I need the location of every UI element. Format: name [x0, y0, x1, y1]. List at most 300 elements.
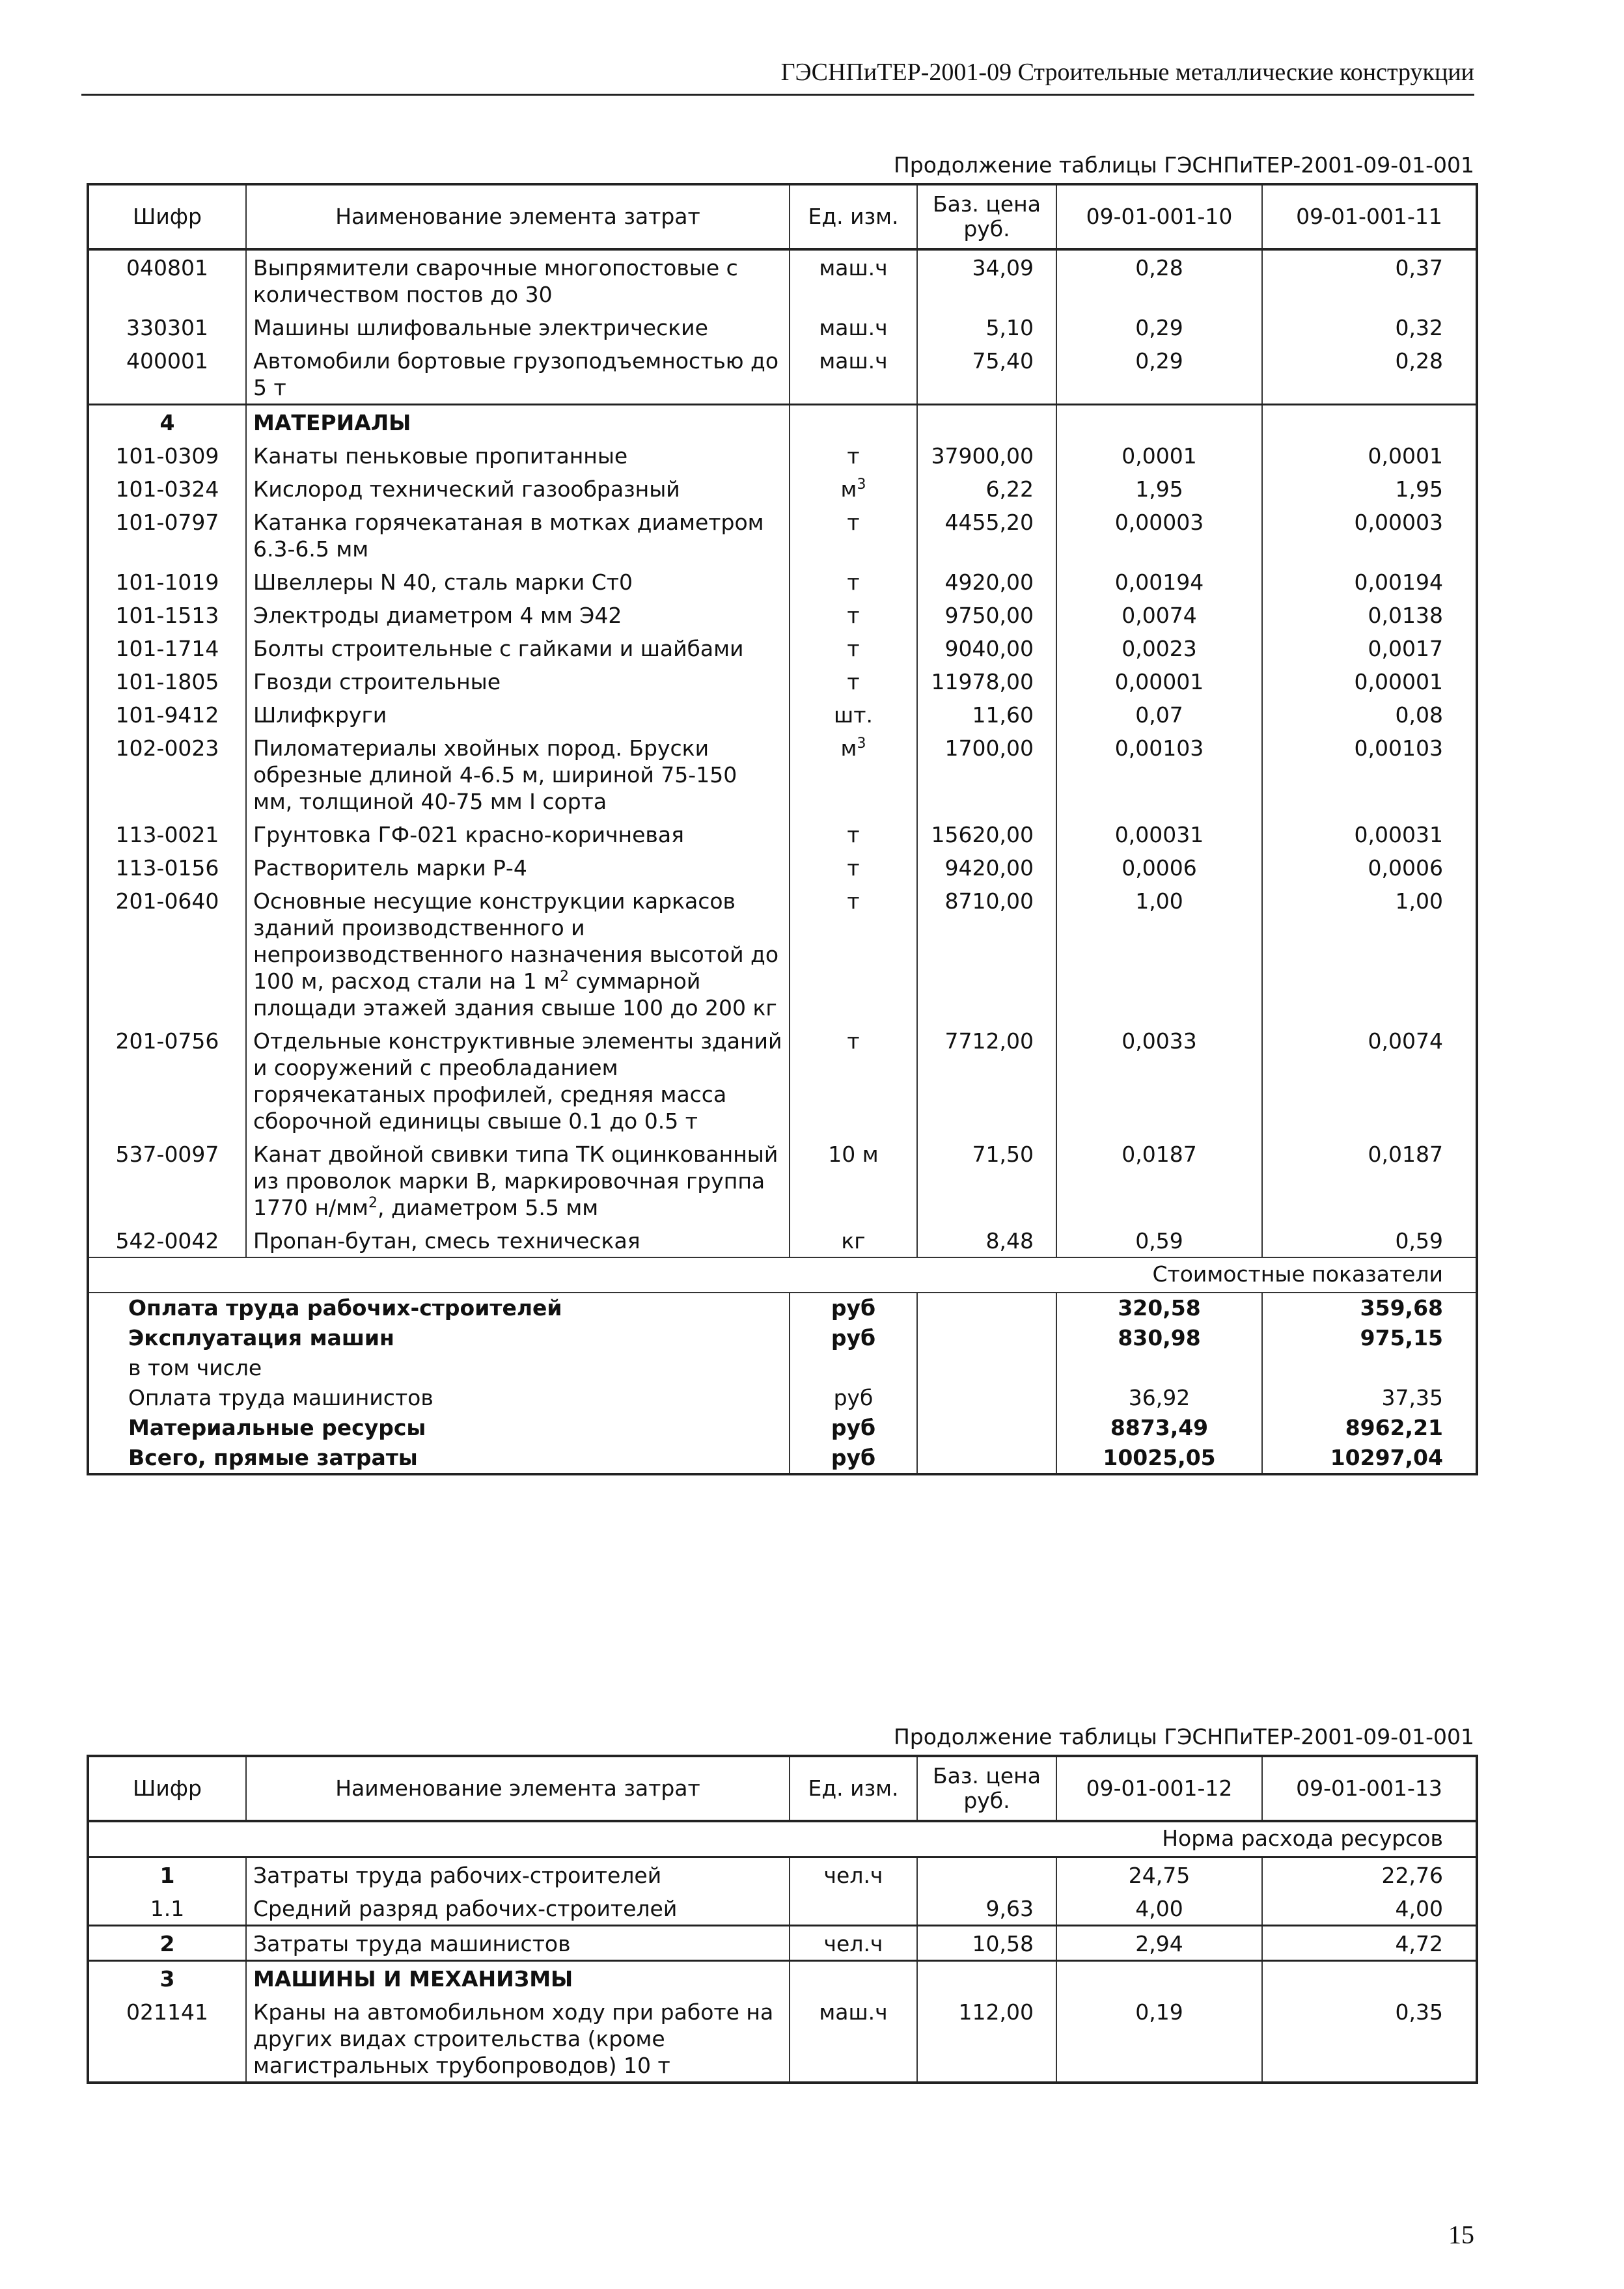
- document-title: ГЭСНПиТЕР-2001-09 Строительные металлические конструкции: [780, 59, 1474, 86]
- cell-name-text: МАШИНЫ И МЕХАНИЗМЫ: [253, 1966, 573, 1992]
- cell-unit-text: т: [847, 510, 860, 535]
- cell-price: [917, 565, 1056, 598]
- table-row: [88, 249, 1477, 310]
- cell-value-b: [1262, 598, 1477, 631]
- cost-value-b: [1262, 1413, 1477, 1443]
- cost-label: Материальные ресурсы: [88, 1413, 790, 1443]
- cell-value-a: [1056, 505, 1262, 565]
- resource-table-2: [87, 1755, 1478, 2084]
- cell-price-text: 4920,00: [944, 569, 1034, 595]
- cost-unit: [790, 1413, 917, 1443]
- cell-price: [917, 439, 1056, 472]
- cell-price: 34,09: [917, 249, 1056, 310]
- cell-code: [88, 817, 246, 851]
- cell-price: 5,10: [917, 310, 1056, 344]
- cell-code: [88, 439, 246, 472]
- cell-value-b: [1262, 565, 1477, 598]
- table2-caption: Продолжение таблицы ГЭСНПиТЕР-2001-09-01-001: [893, 1724, 1474, 1749]
- cost-empty: [917, 1293, 1056, 1323]
- table-row: [88, 472, 1477, 505]
- cell-price-text: 6,22: [985, 476, 1034, 502]
- cost-band-row: [88, 1257, 1477, 1293]
- col-code-header: Шифр: [88, 184, 246, 249]
- cost-unit: [790, 1293, 917, 1323]
- cell-value-b-text: 0,00003: [1354, 510, 1443, 535]
- cell-unit-text: т: [847, 603, 860, 628]
- cost-label: Эксплуатация машин: [88, 1323, 790, 1353]
- cell-price-text: 11978,00: [931, 669, 1034, 694]
- cell-name: [246, 1024, 790, 1137]
- cell-name-part: 2: [368, 1195, 378, 1211]
- cell-price: [917, 631, 1056, 665]
- page-header: [81, 51, 1474, 96]
- col-name-header: Наименование элемента затрат: [246, 184, 790, 249]
- cell-value-a-text: 0,0006: [1122, 855, 1197, 881]
- cell-value-b: [1262, 1024, 1477, 1137]
- cell-name-text: Затраты труда машинистов: [253, 1931, 571, 1956]
- cell-value-a: [1056, 631, 1262, 665]
- cell-price: [917, 1857, 1056, 1892]
- cost-label: Оплата труда рабочих-строителей: [88, 1293, 790, 1323]
- cost-empty: [917, 1323, 1056, 1353]
- cell-value-a-text: 0,00001: [1114, 669, 1204, 694]
- cost-empty: [917, 1443, 1056, 1474]
- cell-value-a: [1056, 731, 1262, 817]
- cell-unit-text: т: [847, 1028, 860, 1054]
- table2-rows: [88, 1857, 1477, 2083]
- table-row: [88, 505, 1477, 565]
- cell-code-text: 101-1805: [115, 669, 219, 694]
- cost-rows: [88, 1293, 1477, 1474]
- cell-value-a: [1056, 1137, 1262, 1224]
- table-row: [88, 1024, 1477, 1137]
- cell-code-text: 113-0156: [115, 855, 219, 881]
- cell-value-b: [1262, 698, 1477, 731]
- table-row: [88, 1224, 1477, 1257]
- cell-value-b-text: 0,00194: [1354, 569, 1443, 595]
- cell-price-text: 1700,00: [944, 735, 1034, 761]
- cell-value-b: [1262, 731, 1477, 817]
- table-row: [88, 731, 1477, 817]
- cell-value-a: [1056, 565, 1262, 598]
- section-number: 4: [88, 405, 246, 439]
- cost-value-a-text: 36,92: [1128, 1385, 1190, 1410]
- cell-name-text: Средний разряд рабочих-строителей: [253, 1896, 678, 1921]
- cell-price-text: 71,50: [972, 1142, 1034, 1167]
- page-number: 15: [1448, 2220, 1474, 2249]
- cell-price: [917, 884, 1056, 1024]
- cell-code: 400001: [88, 344, 246, 405]
- cell-price: [917, 505, 1056, 565]
- cell-value-a-text: 0,0074: [1122, 603, 1197, 628]
- cell-unit: [790, 851, 917, 884]
- cost-unit: [790, 1353, 917, 1383]
- cell-code-text: 101-1019: [115, 569, 219, 595]
- cell-unit: [790, 439, 917, 472]
- cell-value-b-text: 4,00: [1395, 1896, 1443, 1921]
- cost-value-b: [1262, 1323, 1477, 1353]
- cell-value-a: 0,28: [1056, 249, 1262, 310]
- cell-unit-superscript: 3: [857, 476, 866, 493]
- cell-unit-superscript: 3: [857, 735, 866, 752]
- cost-empty: [917, 1353, 1056, 1383]
- table-row: [88, 439, 1477, 472]
- cell-value-a: [1056, 1024, 1262, 1137]
- cell-price: [917, 851, 1056, 884]
- section-row-materials: [88, 405, 1477, 439]
- cell-name: [246, 631, 790, 665]
- cell-unit: [790, 631, 917, 665]
- cell-value-b: 0,28: [1262, 344, 1477, 405]
- cell-unit-text: кг: [841, 1228, 866, 1254]
- cost-unit: [790, 1323, 917, 1353]
- cell-value-b: [1262, 884, 1477, 1024]
- cell-unit: [790, 1995, 917, 2083]
- cost-empty: [917, 1383, 1056, 1413]
- cell-unit: маш.ч: [790, 249, 917, 310]
- cell-code: [88, 665, 246, 698]
- cell-unit-text: м: [840, 476, 857, 502]
- cell-value-b-text: 4,72: [1395, 1931, 1443, 1956]
- cost-value-b: [1262, 1443, 1477, 1474]
- cell-name: [246, 1995, 790, 2083]
- cost-value-a: [1056, 1323, 1262, 1353]
- cell-code-text: 201-0756: [115, 1028, 219, 1054]
- cell-unit: [790, 1024, 917, 1137]
- cell-value-b: [1262, 439, 1477, 472]
- cell-price: [917, 1024, 1056, 1137]
- cell-value-b-text: 0,35: [1395, 1999, 1443, 2025]
- cell-value-b: [1262, 817, 1477, 851]
- cell-code-text: 101-0324: [115, 476, 219, 502]
- cell-price: [917, 731, 1056, 817]
- cell-unit: [790, 472, 917, 505]
- cell-price: [917, 1926, 1056, 1961]
- cell-unit: маш.ч: [790, 310, 917, 344]
- cell-code-text: 021141: [126, 1999, 208, 2025]
- cost-value-b: [1262, 1293, 1477, 1323]
- cell-value-b: [1262, 851, 1477, 884]
- cell-value-a-text: 0,19: [1135, 1999, 1183, 2025]
- cost-row: [88, 1443, 1477, 1474]
- cell-code-text: 113-0021: [115, 822, 219, 847]
- cell-unit: [790, 698, 917, 731]
- cell-value-a-text: 4,00: [1135, 1896, 1183, 1921]
- cell-unit-text: чел.ч: [823, 1863, 883, 1888]
- cost-unit-text: руб: [831, 1325, 876, 1350]
- table-row: [88, 698, 1477, 731]
- table-row: [88, 1891, 1477, 1926]
- cost-row: [88, 1413, 1477, 1443]
- cell-code-text: 1: [159, 1863, 175, 1888]
- cost-value-a-text: 10025,05: [1103, 1445, 1216, 1470]
- cost-value-b: [1262, 1353, 1477, 1383]
- cell-name: Выпрямители сварочные многопостовые с количеством постов до 30: [246, 249, 790, 310]
- cell-code-text: 101-1513: [115, 603, 219, 628]
- cell-value-b: [1262, 1857, 1477, 1892]
- cell-name-part: 2: [559, 968, 569, 985]
- cell-name: [246, 1891, 790, 1926]
- cost-row: [88, 1323, 1477, 1353]
- cell-value-b: [1262, 1224, 1477, 1257]
- cell-value-b: [1262, 665, 1477, 698]
- cell-value-a: [1056, 884, 1262, 1024]
- cell-price: [917, 1224, 1056, 1257]
- cell-code-text: 201-0640: [115, 888, 219, 914]
- cost-label: Всего, прямые затраты: [88, 1443, 790, 1474]
- cell-unit: [790, 665, 917, 698]
- cell-name: [246, 472, 790, 505]
- cell-code-text: 542-0042: [115, 1228, 219, 1254]
- cell-unit-text: т: [847, 822, 860, 847]
- cell-name-text: Пиломатериалы хвойных пород. Бруски обрезные длиной 4-6.5 м, шириной 75-150 мм, толщиной 40-75 мм I сорта: [253, 735, 737, 814]
- cell-value-a: [1056, 665, 1262, 698]
- cell-value-a-text: 0,0033: [1122, 1028, 1197, 1054]
- cell-value-b-text: 0,00103: [1354, 735, 1443, 761]
- cell-name: [246, 1137, 790, 1224]
- cell-value-b: 0,32: [1262, 310, 1477, 344]
- cell-value-a-text: 1,00: [1135, 888, 1183, 914]
- cost-empty: [917, 1413, 1056, 1443]
- table-row: [88, 1137, 1477, 1224]
- cell-code-text: 101-1714: [115, 636, 219, 661]
- cell-code-text: 101-0309: [115, 443, 219, 469]
- cell-code-text: 537-0097: [115, 1142, 219, 1167]
- cell-value-a: [1056, 1224, 1262, 1257]
- cell-name: [246, 1926, 790, 1961]
- cell-value-b: [1262, 1137, 1477, 1224]
- cell-value-a: [1056, 598, 1262, 631]
- cell-value-b-text: 0,0074: [1368, 1028, 1443, 1054]
- cell-price: [917, 1891, 1056, 1926]
- cell-value-a-text: 24,75: [1128, 1863, 1190, 1888]
- cell-value-a: [1056, 1926, 1262, 1961]
- cell-value-b-text: 0,0001: [1368, 443, 1443, 469]
- cost-value-b: [1262, 1383, 1477, 1413]
- cell-name-text: Грунтовка ГФ-021 красно-коричневая: [253, 822, 684, 847]
- cell-value-b: 0,37: [1262, 249, 1477, 310]
- table-header-row: [88, 184, 1477, 249]
- col-b-header: 09-01-001-11: [1262, 184, 1477, 249]
- cell-code: [88, 884, 246, 1024]
- cell-name: [246, 598, 790, 631]
- col-unit-header: Ед. изм.: [790, 1756, 917, 1821]
- table-row: [88, 884, 1477, 1024]
- cell-name: [246, 1224, 790, 1257]
- cell-code-text: 102-0023: [115, 735, 219, 761]
- cell-unit-text: т: [847, 888, 860, 914]
- cell-price: [917, 665, 1056, 698]
- cell-price-text: 112,00: [958, 1999, 1034, 2025]
- cell-price: [917, 1137, 1056, 1224]
- col-code-header: Шифр: [88, 1756, 246, 1821]
- cell-code: [88, 472, 246, 505]
- cell-value-b-text: 0,0006: [1368, 855, 1443, 881]
- cell-name-part: суммарной площади этажей здания свыше 100 до 200 кг: [253, 968, 777, 1021]
- cost-unit: [790, 1443, 917, 1474]
- cell-price: [917, 1995, 1056, 2083]
- table-row: [88, 851, 1477, 884]
- cell-unit: [790, 505, 917, 565]
- cell-value-b-text: 0,0187: [1368, 1142, 1443, 1167]
- table-row: [88, 665, 1477, 698]
- cell-value-a-text: 0,0187: [1122, 1142, 1197, 1167]
- cost-band-label: Стоимостные показатели: [88, 1257, 1477, 1293]
- cell-value-a-text: 0,00103: [1114, 735, 1204, 761]
- cell-name: [246, 851, 790, 884]
- col-unit-header: Ед. изм.: [790, 184, 917, 249]
- cell-value-a-text: 0,07: [1135, 702, 1183, 728]
- cell-code: [88, 731, 246, 817]
- cell-price: [917, 698, 1056, 731]
- cell-name-text: Растворитель марки Р-4: [253, 855, 527, 881]
- cell-value-a: [1056, 439, 1262, 472]
- cell-unit: [790, 1137, 917, 1224]
- cell-value-b-text: 0,0138: [1368, 603, 1443, 628]
- cell-price-text: 9420,00: [944, 855, 1034, 881]
- cell-code: [88, 1891, 246, 1926]
- materials-rows: [88, 439, 1477, 1257]
- table-row: [88, 631, 1477, 665]
- cell-price-text: 15620,00: [931, 822, 1034, 847]
- cell-code: [88, 1961, 246, 1995]
- cost-value-a: [1056, 1383, 1262, 1413]
- cell-unit: [790, 1857, 917, 1892]
- cell-value-b-text: 1,00: [1395, 888, 1443, 914]
- cell-name-text: Катанка горячекатаная в мотках диаметром 6.3-6.5 мм: [253, 510, 764, 562]
- cell-value-a: [1056, 698, 1262, 731]
- cell-name-text: Пропан-бутан, смесь техническая: [253, 1228, 640, 1254]
- cost-value-b-text: 37,35: [1381, 1385, 1443, 1410]
- cell-unit-text: т: [847, 855, 860, 881]
- cell-name: [246, 1857, 790, 1892]
- cell-name-text: Электроды диаметром 4 мм Э42: [253, 603, 622, 628]
- cell-name-text: Отдельные конструктивные элементы зданий и сооружений с преобладанием горячекатаных профилей, средняя масса сборочной единицы свыше 0.1 до 0.5 т: [253, 1028, 782, 1134]
- cell-code: [88, 1857, 246, 1892]
- cell-unit: [790, 1926, 917, 1961]
- cell-value-b: [1262, 505, 1477, 565]
- table-row: [88, 310, 1477, 344]
- col-name-header: Наименование элемента затрат: [246, 1756, 790, 1821]
- cell-value-b: [1262, 472, 1477, 505]
- cell-unit-text: чел.ч: [823, 1931, 883, 1956]
- cost-value-a: [1056, 1443, 1262, 1474]
- col-a-header: 09-01-001-10: [1056, 184, 1262, 249]
- cell-name-text: Затраты труда рабочих-строителей: [253, 1863, 662, 1888]
- cell-code-text: 1.1: [150, 1896, 185, 1921]
- cost-unit: [790, 1383, 917, 1413]
- cell-unit-text: т: [847, 569, 860, 595]
- cost-label: в том числе: [88, 1353, 790, 1383]
- cell-unit: маш.ч: [790, 344, 917, 405]
- cell-price-text: 7712,00: [944, 1028, 1034, 1054]
- cell-name: [246, 665, 790, 698]
- cost-value-b-text: 10297,04: [1330, 1445, 1443, 1470]
- cell-name-part: , диаметром 5.5 мм: [377, 1195, 599, 1220]
- cell-code: 330301: [88, 310, 246, 344]
- cell-code: [88, 1926, 246, 1961]
- cell-value-b: [1262, 1891, 1477, 1926]
- cell-price-text: 10,58: [972, 1931, 1034, 1956]
- cost-unit-text: руб: [833, 1385, 874, 1410]
- cost-value-b-text: 359,68: [1360, 1295, 1443, 1321]
- cell-price: [917, 472, 1056, 505]
- cell-code-text: 101-0797: [115, 510, 219, 535]
- cell-price: 75,40: [917, 344, 1056, 405]
- cell-name-part: Канат двойной свивки типа ТК оцинкованный из проволок марки В, маркировочная группа 1770 н/мм: [253, 1142, 778, 1220]
- cell-name: [246, 884, 790, 1024]
- cell-name-part: Основные несущие конструкции каркасов зданий производственного и непроизводственного назначения высотой до 100 м, расход стали на 1 м: [253, 888, 779, 994]
- cell-unit-text: шт.: [834, 702, 873, 728]
- cost-row: [88, 1293, 1477, 1323]
- cell-code: [88, 698, 246, 731]
- table-row: [88, 817, 1477, 851]
- table-row: [88, 1857, 1477, 1892]
- cell-code: [88, 1024, 246, 1137]
- table-header-row: [88, 1756, 1477, 1821]
- cell-value-b-text: 0,00001: [1354, 669, 1443, 694]
- cell-value-a: [1056, 1961, 1262, 1995]
- cell-value-a-text: 0,59: [1135, 1228, 1183, 1254]
- cell-unit-text: маш.ч: [819, 1999, 888, 2025]
- section-title: МАТЕРИАЛЫ: [246, 405, 790, 439]
- cell-code: [88, 631, 246, 665]
- cell-price-text: 37900,00: [931, 443, 1034, 469]
- cost-value-b-text: 975,15: [1360, 1325, 1443, 1350]
- cell-value-b-text: 0,59: [1395, 1228, 1443, 1254]
- cell-name-text: Кислород технический газообразный: [253, 476, 680, 502]
- cell-value-b-text: 22,76: [1381, 1863, 1443, 1888]
- table-row: [88, 598, 1477, 631]
- cell-price: [917, 817, 1056, 851]
- cell-name: [246, 565, 790, 598]
- cell-price: [917, 598, 1056, 631]
- cell-value-a: 0,29: [1056, 344, 1262, 405]
- cell-name: [246, 731, 790, 817]
- cost-value-a-text: 8873,49: [1110, 1415, 1209, 1440]
- cell-name-text: Швеллеры N 40, сталь марки Ст0: [253, 569, 633, 595]
- cell-unit-text: т: [847, 443, 860, 469]
- cell-unit: [790, 1891, 917, 1926]
- cell-price-text: 9040,00: [944, 636, 1034, 661]
- cost-row: [88, 1383, 1477, 1413]
- cell-value-a-text: 0,00003: [1114, 510, 1204, 535]
- col-price-header: Баз. цена руб.: [917, 184, 1056, 249]
- cell-name: [246, 817, 790, 851]
- cell-price-text: 8710,00: [944, 888, 1034, 914]
- table-row: [88, 1961, 1477, 1995]
- col-b-header: 09-01-001-13: [1262, 1756, 1477, 1821]
- cell-name-text: Краны на автомобильном ходу при работе на других видах строительства (кроме магистральных трубопроводов) 10 т: [253, 1999, 774, 2078]
- cell-unit: [790, 1961, 917, 1995]
- table-row: [88, 1926, 1477, 1961]
- cell-name-text: Гвозди строительные: [253, 669, 501, 694]
- cell-value-b-text: 1,95: [1395, 476, 1443, 502]
- table1-caption: Продолжение таблицы ГЭСНПиТЕР-2001-09-01-001: [893, 152, 1474, 178]
- cost-value-a-text: 320,58: [1118, 1295, 1201, 1321]
- cell-code: [88, 565, 246, 598]
- cell-code-text: 2: [159, 1931, 175, 1956]
- cell-value-a-text: 1,95: [1135, 476, 1183, 502]
- cell-price: [917, 1961, 1056, 1995]
- cell-price-text: 9750,00: [944, 603, 1034, 628]
- table-row: [88, 565, 1477, 598]
- cell-unit-text: 10 м: [828, 1142, 879, 1167]
- cell-value-a-text: 0,00031: [1114, 822, 1204, 847]
- cell-name: [246, 439, 790, 472]
- cell-value-b: [1262, 631, 1477, 665]
- cell-value-b-text: 0,08: [1395, 702, 1443, 728]
